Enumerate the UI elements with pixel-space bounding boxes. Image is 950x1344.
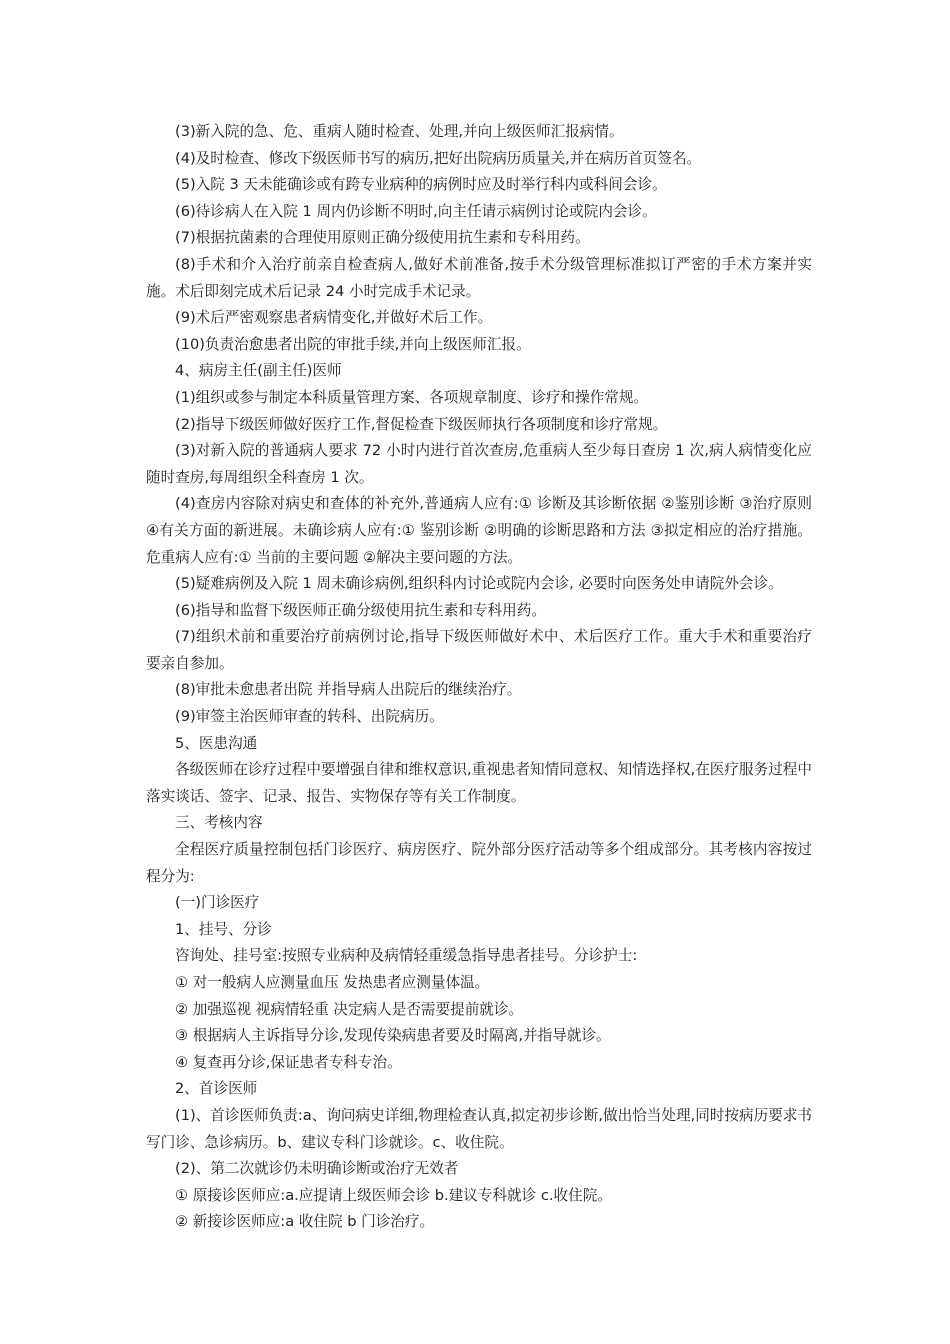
paragraph: (8)手术和介入治疗前亲自检查病人,做好术前准备,按手术分级管理标准拟订严密的手术方案并实施。术后即刻完成术后记录 24 小时完成手术记录。 bbox=[146, 255, 812, 300]
paragraph: (6)待诊病人在入院 1 周内仍诊断不明时,向主任请示病例讨论或院内会诊。 bbox=[175, 202, 657, 220]
list-item: ④ 复查再分诊,保证患者专科专治。 bbox=[175, 1053, 402, 1071]
section-heading: 三、考核内容 bbox=[175, 814, 263, 832]
paragraph: 全程医疗质量控制包括门诊医疗、病房医疗、院外部分医疗活动等多个组成部分。其考核内容按过程分为: bbox=[146, 841, 812, 885]
paragraph: (7)根据抗菌素的合理使用原则正确分级使用抗生素和专科用药。 bbox=[175, 229, 590, 247]
paragraph: (5)疑难病例及入院 1 周未确诊病例,组织科内讨论或院内会诊, 必要时向医务处申请院外会诊。 bbox=[175, 575, 783, 593]
paragraph: (6)指导和监督下级医师正确分级使用抗生素和专科用药。 bbox=[175, 601, 546, 619]
paragraph: (7)组织术前和重要治疗前病例讨论,指导下级医师做好术中、术后医疗工作。重大手术和重要治疗要亲自参加。 bbox=[146, 628, 812, 672]
paragraph: (4)查房内容除对病史和查体的补充外,普通病人应有:① 诊断及其诊断依据 ②鉴别诊断 ③治疗原则 ④有关方面的新进展。未确诊病人应有:① 鉴别诊断 ②明确的诊断思路和方法 ③拟定相应的治疗措施。危重病人应有:① 当前的主要问题 ②解决主要问题的方法。 bbox=[146, 495, 812, 566]
paragraph: (5)入院 3 天未能确诊或有跨专业病种的病例时应及时举行科内或科间会诊。 bbox=[175, 176, 667, 194]
section-heading: 1、挂号、分诊 bbox=[175, 920, 272, 938]
section-heading: (一)门诊医疗 bbox=[175, 894, 260, 912]
paragraph: (3)对新入院的普通病人要求 72 小时内进行首次查房,危重病人至少每日查房 1 次,病人病情变化应随时查房,每周组织全科查房 1 次。 bbox=[146, 442, 812, 486]
section-heading: 5、医患沟通 bbox=[175, 734, 258, 752]
document-page bbox=[146, 119, 812, 1236]
paragraph: (2)指导下级医师做好医疗工作,督促检查下级医师执行各项制度和诊疗常规。 bbox=[175, 415, 668, 433]
paragraph: (10)负责治愈患者出院的审批手续,并向上级医师汇报。 bbox=[175, 335, 531, 353]
paragraph: 咨询处、挂号室:按照专业病种及病情轻重缓急指导患者挂号。分诊护士: bbox=[175, 947, 638, 965]
list-item: ① 对一般病人应测量血压 发热患者应测量体温。 bbox=[175, 974, 490, 991]
section-heading: 4、病房主任(副主任)医师 bbox=[175, 362, 342, 380]
paragraph: (1)、首诊医师负责:a、询问病史详细,物理检查认真,拟定初步诊断,做出恰当处理,同时按病历要求书写门诊、急诊病历。b、建议专科门诊就诊。c、收住院。 bbox=[146, 1106, 812, 1151]
paragraph: (2)、第二次就诊仍未明确诊断或治疗无效者 bbox=[175, 1160, 459, 1178]
paragraph: 各级医师在诊疗过程中要增强自律和维权意识,重视患者知情同意权、知情选择权,在医疗服务过程中落实谈话、签字、记录、报告、实物保存等有关工作制度。 bbox=[146, 761, 812, 805]
paragraph: (1)组织或参与制定本科质量管理方案、各项规章制度、诊疗和操作常规。 bbox=[175, 388, 649, 406]
paragraph: (4)及时检查、修改下级医师书写的病历,把好出院病历质量关,并在病历首页签名。 bbox=[175, 149, 702, 167]
paragraph: (9)审签主治医师审查的转科、出院病历。 bbox=[175, 708, 444, 726]
list-item: ② 加强巡视 视病情轻重 决定病人是否需要提前就诊。 bbox=[175, 1000, 524, 1018]
paragraph: (3)新入院的急、危、重病人随时检查、处理,并向上级医师汇报病情。 bbox=[175, 123, 624, 140]
list-item: ① 原接诊医师应:a.应提请上级医师会诊 b.建议专科就诊 c.收住院。 bbox=[175, 1186, 612, 1204]
paragraph: (9)术后严密观察患者病情变化,并做好术后工作。 bbox=[175, 309, 493, 327]
list-item: ② 新接诊医师应:a 收住院 b 门诊治疗。 bbox=[175, 1213, 435, 1231]
paragraph: (8)审批未愈患者出院 并指导病人出院后的继续治疗。 bbox=[175, 681, 522, 699]
list-item: ③ 根据病人主诉指导分诊,发现传染病患者要及时隔离,并指导就诊。 bbox=[175, 1027, 611, 1045]
section-heading: 2、首诊医师 bbox=[175, 1080, 258, 1098]
